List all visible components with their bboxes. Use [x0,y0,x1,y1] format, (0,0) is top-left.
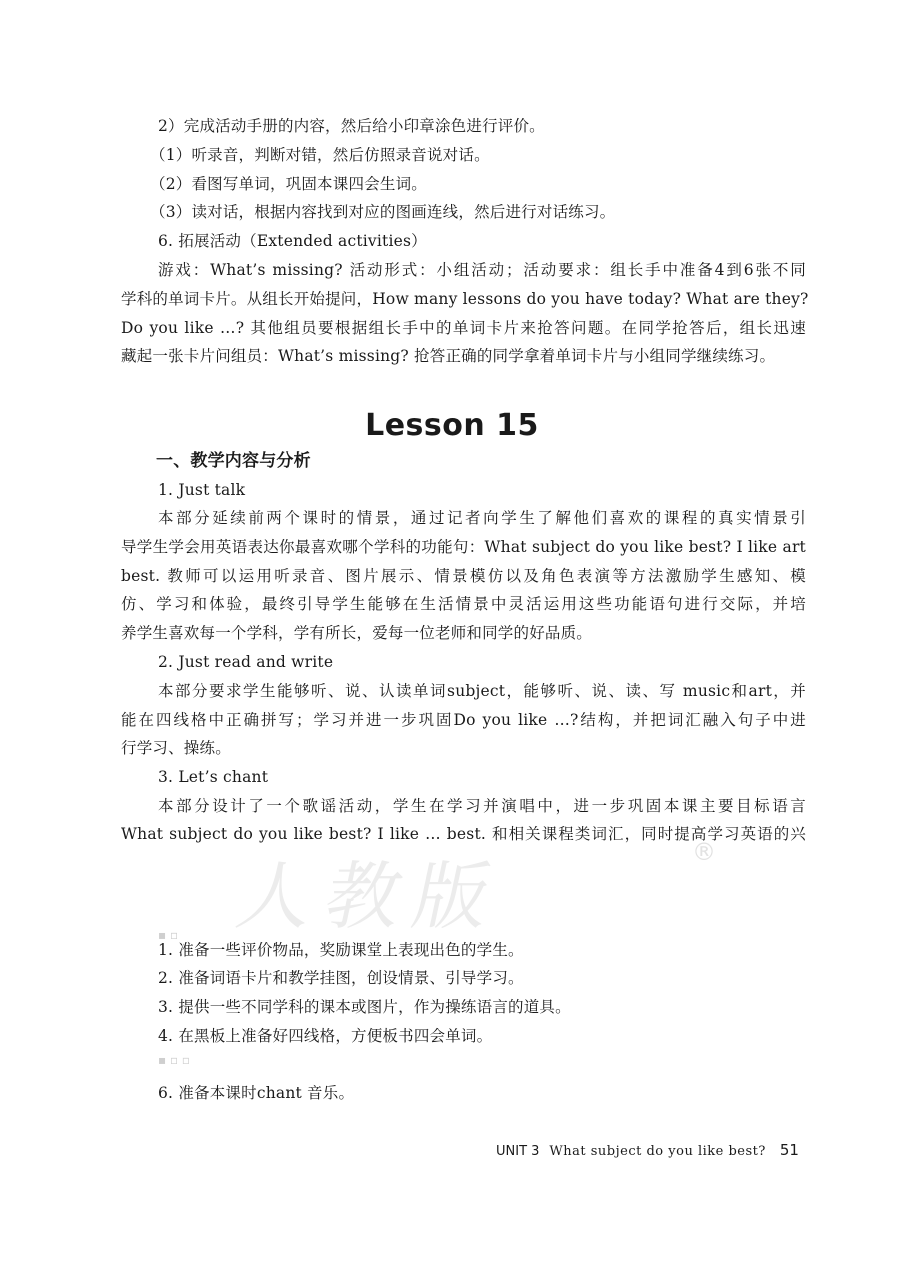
extended-activities-heading: 6. 拓展活动（Extended activities） [158,232,427,250]
paragraph-line: 能在四线格中正确拼写；学习并进一步巩固Do you like …?结构，并把词汇融入句子中进 [121,711,806,729]
part-heading-just-talk: 1. Just talk [158,481,246,499]
activity-sub-2: （2）看图写单词，巩固本课四会生词。 [150,175,427,193]
lesson-title: Lesson 15 [365,408,539,443]
faded-text-fragment: ▪ ▫ ▫ [158,1053,191,1067]
paragraph-line: 本部分延续前两个课时的情景，通过记者向学生了解他们喜欢的课程的真实情景引 [158,509,806,527]
paragraph-line: What subject do you like best? I like … best. 和相关课程类词汇，同时提高学习英语的兴 [121,825,806,843]
faded-text-fragment: ▪ ▫ [158,928,179,942]
paragraph-line: best. 教师可以运用听录音、图片展示、情景模仿以及角色表演等方法激励学生感知、模 [121,567,806,585]
part-heading-read-write: 2. Just read and write [158,653,334,671]
page-number: 51 [779,1141,799,1159]
prep-list-item: 6. 准备本课时chant 音乐。 [158,1084,355,1102]
activity-sub-3: （3）读对话，根据内容找到对应的图画连线，然后进行对话练习。 [150,203,616,221]
game-paragraph-line: Do you like …? 其他组员要根据组长手中的单词卡片来抢答问题。在同学抢答后，组长迅速 [121,319,806,337]
part-heading-chant: 3. Let’s chant [158,768,269,786]
paragraph-line: 仿、学习和体验，最终引导学生能够在生活情景中灵活运用这些功能语句进行交际，并培 [121,595,806,613]
paragraph-line: 导学生学会用英语表达你最喜欢哪个学科的功能句：What subject do you like best? I like art [121,538,806,556]
section-heading: 一、教学内容与分析 [156,451,311,471]
game-paragraph-line: 游戏：What’s missing? 活动形式：小组活动；活动要求：组长手中准备4到6张不同 [158,261,806,279]
activity-item-2: 2）完成活动手册的内容，然后给小印章涂色进行评价。 [158,117,545,135]
page-footer [496,1141,799,1159]
footer-unit: UNIT 3 [496,1144,540,1159]
publisher-watermark: 人教版 [229,854,512,940]
registered-mark: ® [692,838,716,866]
paragraph-line: 养学生喜欢每一个学科，学有所长，爱每一位老师和同学的好品质。 [121,624,593,642]
prep-list-item: 3. 提供一些不同学科的课本或图片，作为操练语言的道具。 [158,998,571,1016]
footer-unit-title: What subject do you like best? [549,1144,766,1159]
game-paragraph-line: 学科的单词卡片。从组长开始提问，How many lessons do you have today? What are they? [121,290,809,308]
paragraph-line: 本部分要求学生能够听、说、认读单词subject，能够听、说、读、写 music和art，并 [158,682,806,700]
game-paragraph-line: 藏起一张卡片问组员：What’s missing? 抢答正确的同学拿着单词卡片与小组同学继续练习。 [121,347,776,365]
prep-list-item: 4. 在黑板上准备好四线格，方便板书四会单词。 [158,1027,493,1045]
activity-sub-1: （1）听录音，判断对错，然后仿照录音说对话。 [150,146,490,164]
prep-list-item: 1. 准备一些评价物品，奖励课堂上表现出色的学生。 [158,941,524,959]
prep-list-item: 2. 准备词语卡片和教学挂图，创设情景、引导学习。 [158,969,524,987]
paragraph-line: 行学习、操练。 [121,739,231,757]
paragraph-line: 本部分设计了一个歌谣活动，学生在学习并演唱中，进一步巩固本课主要目标语言 [158,797,806,815]
